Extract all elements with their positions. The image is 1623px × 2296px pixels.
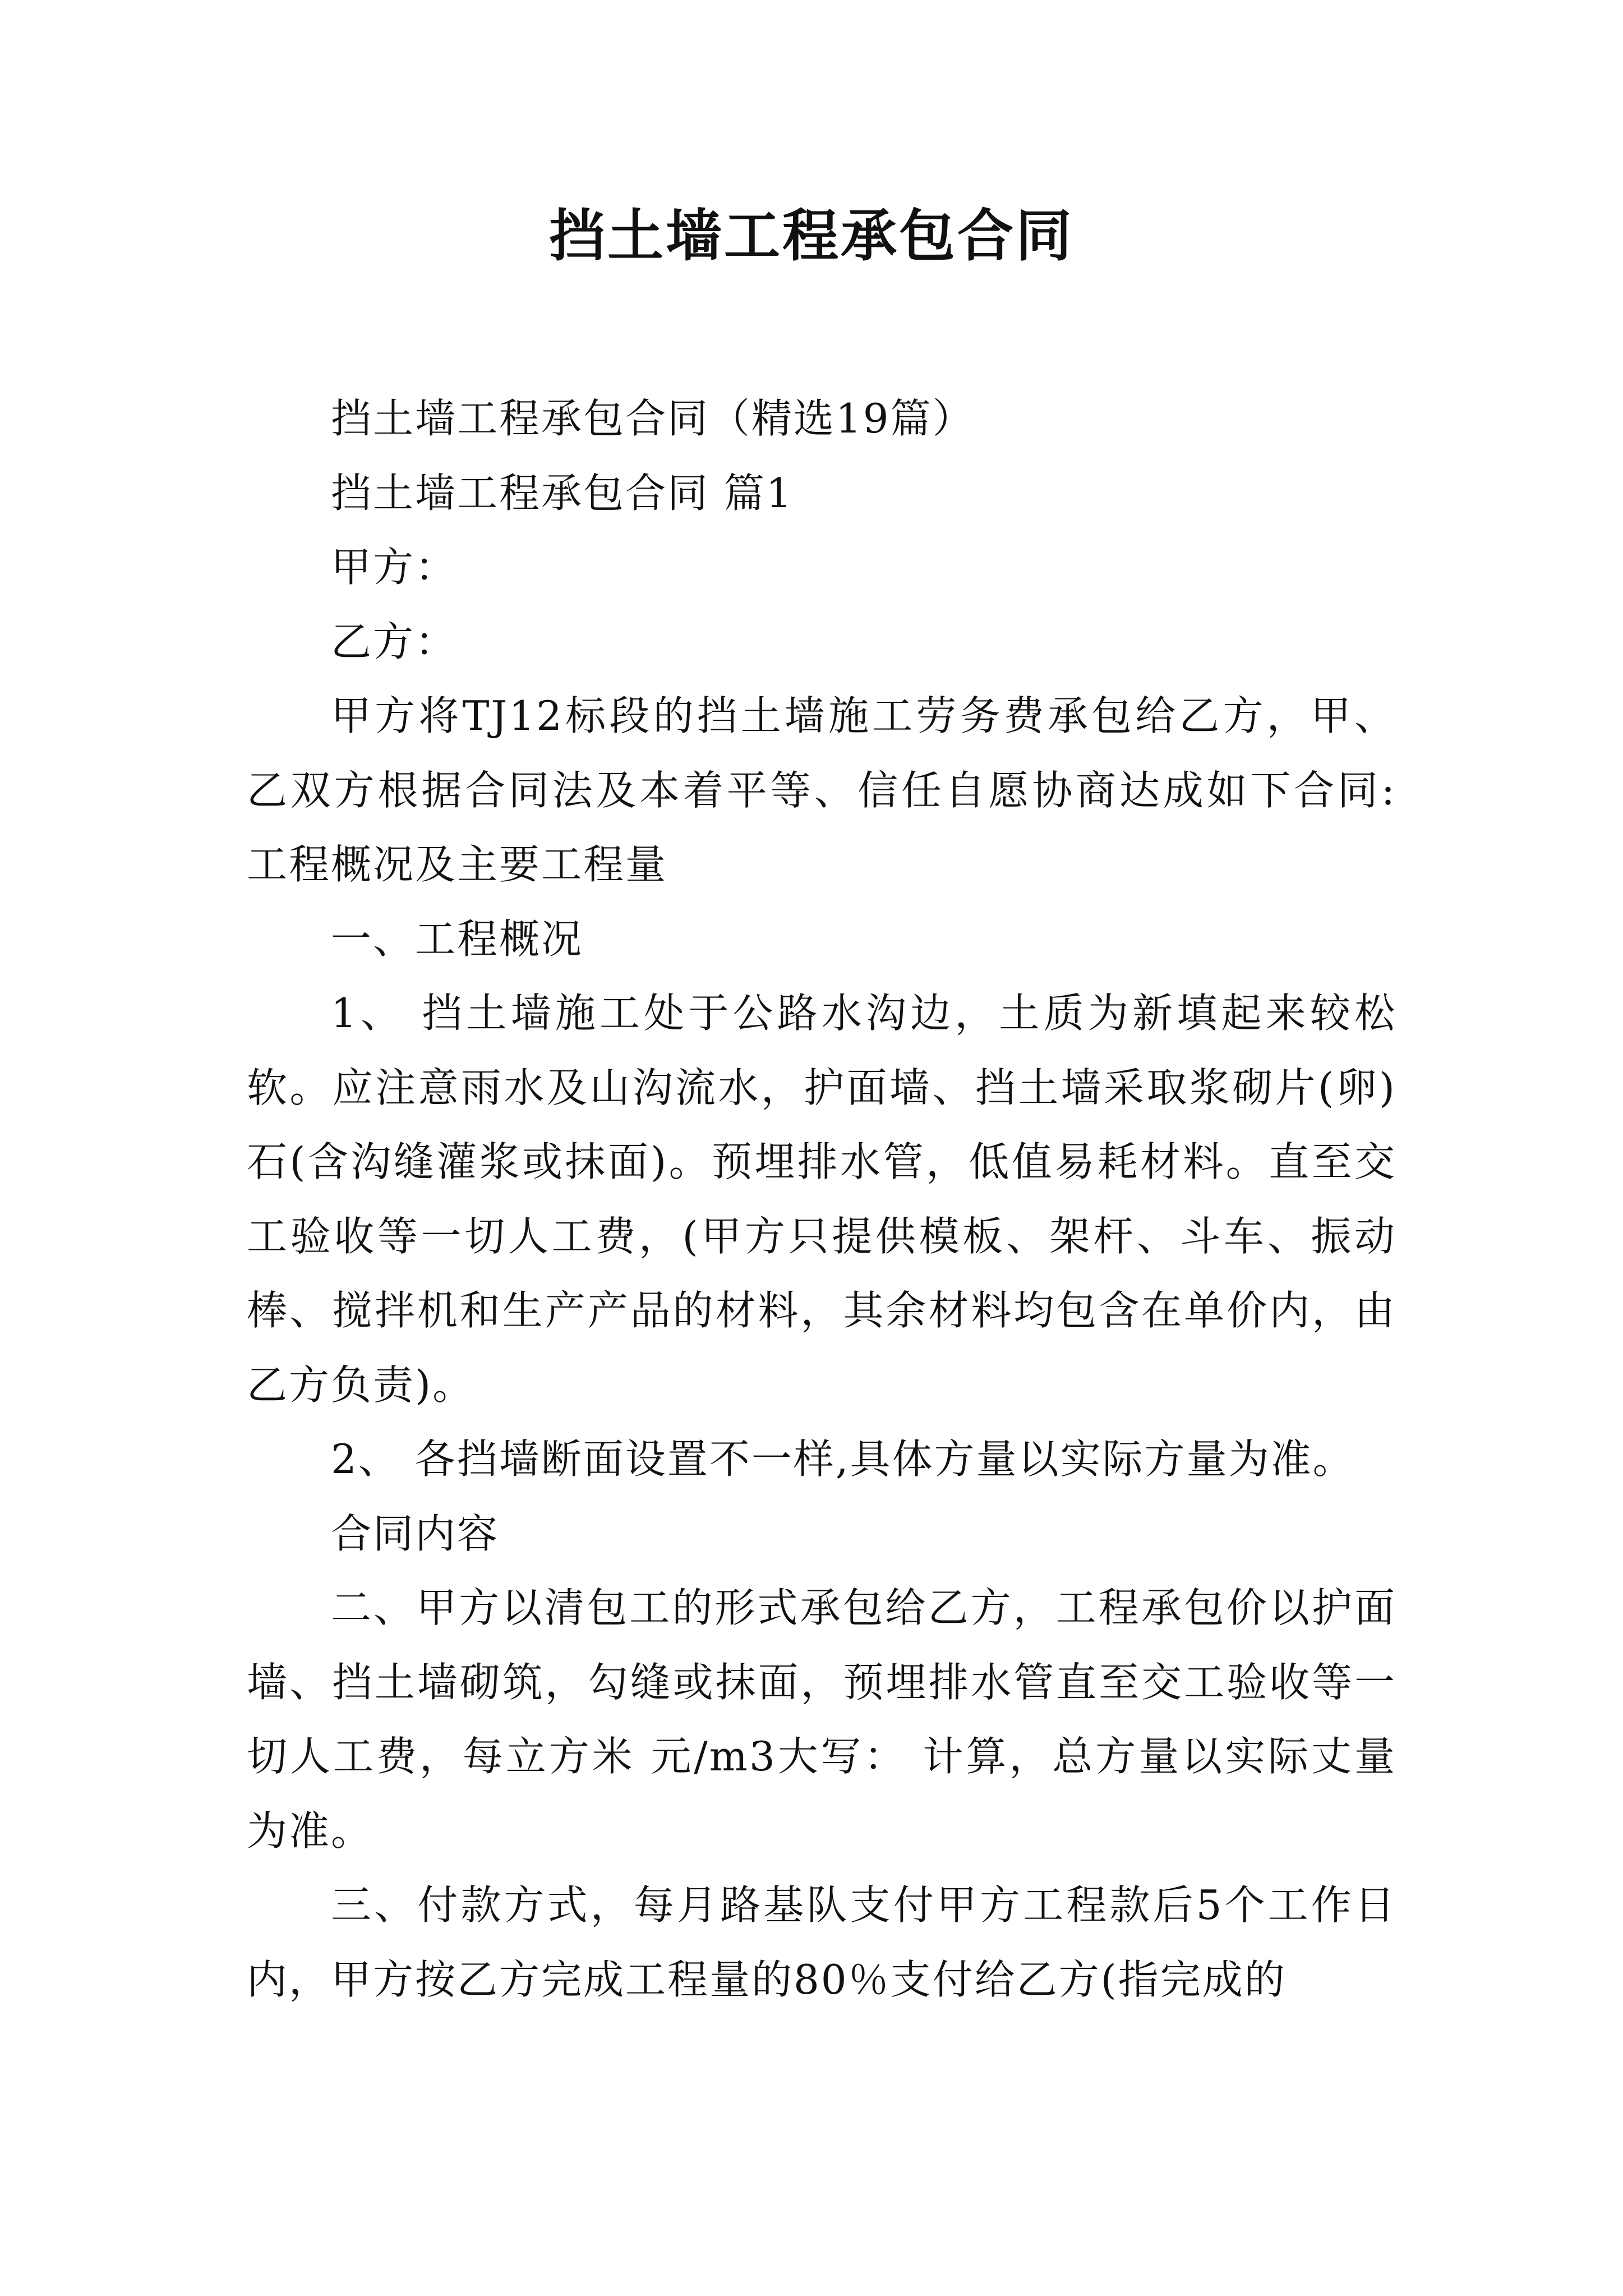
paragraph-collection-title: 挡土墙工程承包合同（精选19篇） — [331, 395, 975, 442]
paragraph-section-1-heading: 一、工程概况 — [331, 915, 584, 963]
document-body — [247, 381, 1396, 2017]
paragraph-section-2: 二、甲方以清包工的形式承包给乙方，工程承包价以护面墙、挡土墙砌筑，勾缝或抹面，预埋排水管直至交工验收等一切人工费，每立方米 元/m3大写： 计算，总方量以实际丈量为准。 — [247, 1584, 1396, 1855]
paragraph-party-b: 乙方： — [331, 618, 458, 665]
paragraph-item-2: 2、 各挡墙断面设置不一样,具体方量以实际方量为准。 — [331, 1435, 1355, 1483]
paragraph-item-1: 1、 挡土墙施工处于公路水沟边，土质为新填起来较松软。应注意雨水及山沟流水，护面墙、挡土墙采取浆砌片(卵)石(含沟缝灌浆或抹面)。预埋排水管，低值易耗材料。直至交工验收等一切人工费，(甲方只提供模板、架杆、斗车、振动棒、搅拌机和生产产品的材料，其余材料均包含在单价内，由乙方负责)。 — [247, 990, 1396, 1409]
paragraph-section-3: 三、付款方式，每月路基队支付甲方工程款后5个工作日内，甲方按乙方完成工程量的80％支付给乙方(指完成的 — [247, 1881, 1396, 2003]
paragraph-intro: 甲方将TJ12标段的挡土墙施工劳务费承包给乙方，甲、乙双方根据合同法及本着平等、信任自愿协商达成如下合同:工程概况及主要工程量 — [247, 692, 1396, 888]
paragraph-party-a: 甲方： — [331, 544, 458, 591]
paragraph-contract-content-heading: 合同内容 — [331, 1510, 500, 1557]
document-title: 挡土墙工程承包合同 — [549, 203, 1074, 269]
paragraph-article-heading: 挡土墙工程承包合同 篇1 — [331, 469, 794, 517]
